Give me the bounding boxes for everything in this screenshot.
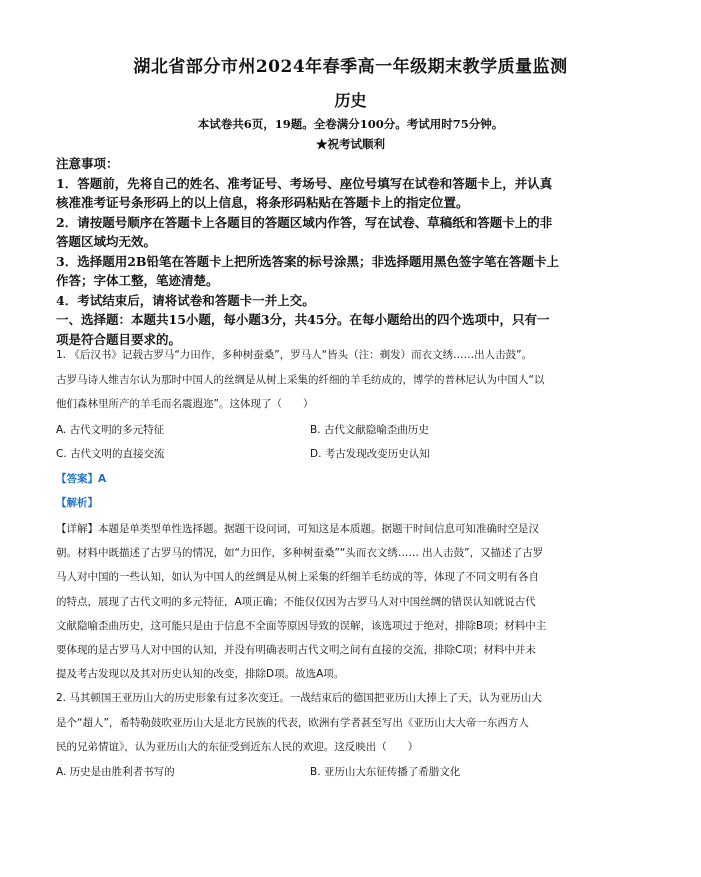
- question-1-stem: [56, 343, 646, 417]
- option-c: C. 古代文明的直接交流: [56, 448, 165, 460]
- notes-line: 4．考试结束后，请将试卷和答题卡一并上交。: [56, 292, 315, 308]
- detail-line: 要体现的是古罗马人对中国的认知，并没有明确表明古代文明之间有直接的交流，排除C项；材料中并未: [56, 644, 536, 657]
- notes-line: 1．答题前，先将自己的姓名、准考证号、考场号、座位号填写在试卷和答题卡上，并认真: [56, 175, 553, 191]
- answer-tag: 【答案】A: [56, 473, 107, 485]
- exam-info: 本试卷共6页，19题。全卷满分100分。考试用时75分钟。: [197, 117, 504, 131]
- question-2-stem: [56, 686, 646, 760]
- section-heading-line: 一、选择题：本题共15小题，每小题3分，共45分。在每小题给出的四个选项中，只有一: [56, 312, 550, 327]
- question-line: 民的兄弟情谊》，认为亚历山大的东征受到近东人民的欢迎。这反映出（ ）: [56, 741, 419, 753]
- option-a: A. 历史是由胜利者书写的: [56, 766, 175, 778]
- notes-line: 核准准考证号条形码上的以上信息，将条形码粘贴在答题卡上的指定位置。: [56, 195, 469, 210]
- notes-line: 答题区域均无效。: [56, 234, 157, 249]
- notes-line: 3．选择题用2B铅笔在答题卡上把所选答案的标号涂黑；非选择题用黑色签字笔在答题卡上: [56, 253, 559, 269]
- detail-line: 马人对中国的一些认知，如认为中国人的丝绸是从树上采集的纤细羊毛纺成的等，体现了不同文明有各自: [56, 571, 539, 584]
- question-line: 是个“超人”，希特勒鼓吹亚历山大是北方民族的代表，欧洲有学者甚至写出《亚历山大大帝一东西方人: [56, 716, 529, 729]
- question-line: 他们森林里所产的羊毛而名震遐迩”。这体现了（ ）: [56, 398, 314, 410]
- detail-line: 朝。材料中既描述了古罗马的情况，如“力田作，多种树蚕桑”“头而衣文绣…… 出人击鼓”，又描述了古罗: [56, 547, 544, 560]
- notes-section: [56, 154, 656, 349]
- section-heading-line: 项是符合题目要求的。: [56, 331, 182, 347]
- question-line: 古罗马诗人维吉尔认为那时中国人的丝绸是从树上采集的纤细的羊毛纺成的，博学的普林尼认为中国人“以: [56, 373, 545, 386]
- detail-line: 文献隐喻歪曲历史，这可能只是由于信息不全面等原因导致的误解，该选项过于绝对，排除B项；材料中主: [56, 619, 547, 632]
- question-line: 2. 马其顿国王亚历山大的历史形象有过多次变迁。一战结束后的德国把亚历山大捧上了天，认为亚历山大: [56, 692, 542, 704]
- subject-title: 历史: [334, 91, 367, 110]
- detail-explanation: [56, 517, 648, 686]
- notes-line: 2．请按题号顺序在答题卡上各题目的答题区域内作答，写在试卷、草稿纸和答题卡上的非: [56, 214, 553, 230]
- detail-line: 的特点，展现了古代文明的多元特征，A项正确；不能仅仅因为古罗马人对中国丝绸的错误认知就说古代: [56, 595, 536, 608]
- question-line: 1. 《后汉书》记载古罗马“力田作，多种树蚕桑”，罗马人“皆头（注：剃发）而衣文绣……出人击鼓”。: [56, 349, 533, 361]
- notes-line: 作答；字体工整，笔迹清楚。: [56, 273, 219, 288]
- good-luck-line: ★祝考试顺利: [316, 137, 385, 151]
- exam-title: 湖北省部分市州2024年春季高一年级期末教学质量监测: [133, 57, 568, 77]
- option-b: B. 亚历山大东征传播了希腊文化: [310, 766, 461, 778]
- notes-heading: 注意事项：: [56, 156, 119, 171]
- option-b: B. 古代文献隐喻歪曲历史: [310, 424, 429, 436]
- option-a: A. 古代文明的多元特征: [56, 424, 165, 436]
- analysis-tag: 【解析】: [56, 497, 98, 509]
- option-d: D. 考古发现改变历史认知: [310, 448, 430, 460]
- detail-line: 【详解】本题是单类型单性选择题。据题干设问词，可知这是本质题。据题干时间信息可知准确时空是汉: [56, 523, 539, 535]
- detail-line: 提及考古发现以及其对历史认知的改变，排除D项。故选A项。: [56, 668, 345, 681]
